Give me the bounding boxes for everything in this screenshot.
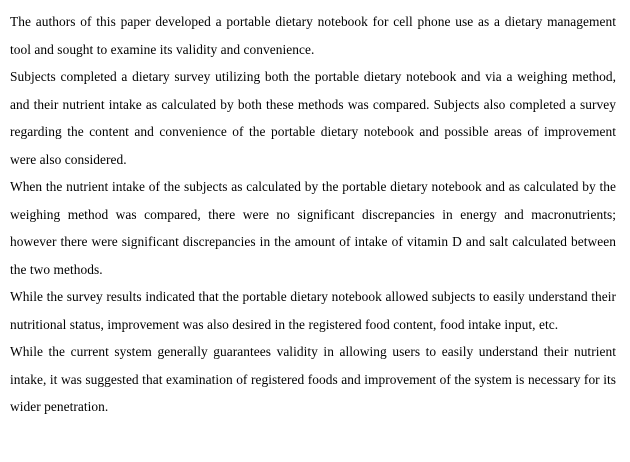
paragraph-2: Subjects completed a dietary survey utilizing both the portable dietary notebook and via a weighing method, and their nutrient intake as calculated by both these methods was compared. Subjects also completed a survey regarding the content and convenience of the portable dietary notebook and possible areas of improvement were also considered. [10,69,616,167]
paragraph-1: The authors of this paper developed a portable dietary notebook for cell phone use as a dietary management tool and sought to examine its validity and convenience. [10,14,616,57]
paragraph-4: While the survey results indicated that the portable dietary notebook allowed subjects to easily understand their nutritional status, improvement was also desired in the registered food content, food intake input, etc. [10,289,616,332]
paragraph-3: When the nutrient intake of the subjects as calculated by the portable dietary notebook and as calculated by the weighing method was compared, there were no significant discrepancies in energy and macronutrients; however there were significant discrepancies in the amount of intake of vitamin D and salt calculated between the two methods. [10,179,616,277]
paragraph-5: While the current system generally guarantees validity in allowing users to easily understand their nutrient intake, it was suggested that examination of registered foods and improvement of the system is necessary for its wider penetration. [10,344,616,414]
